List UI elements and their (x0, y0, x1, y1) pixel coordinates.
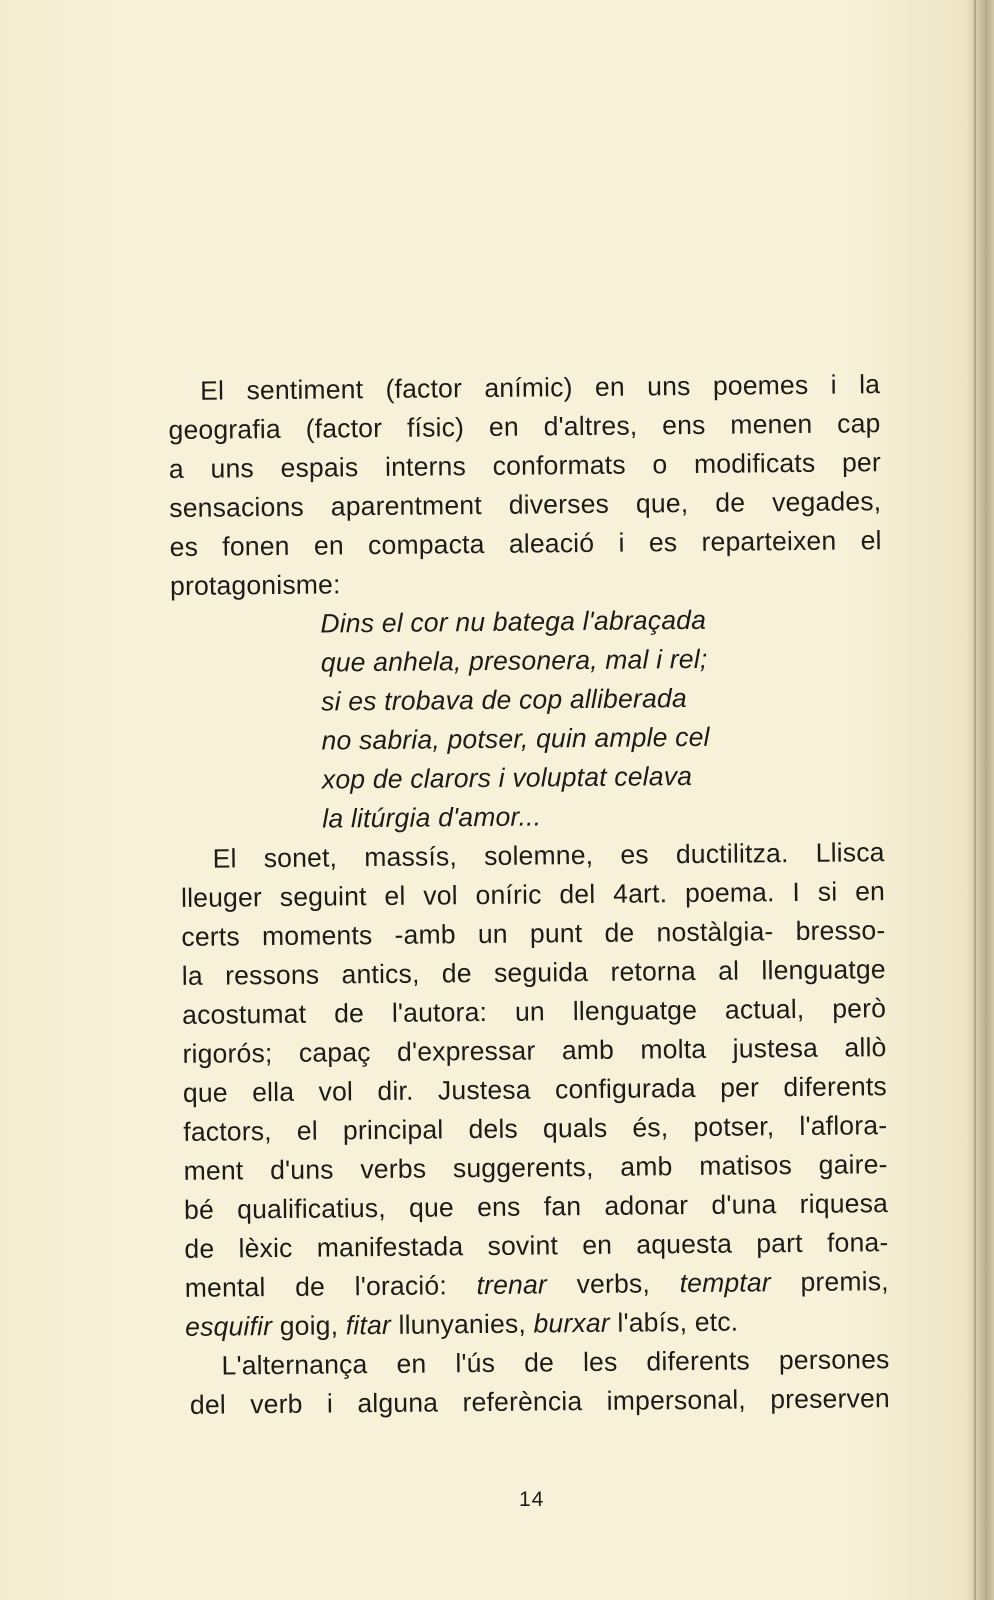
paragraph2-line-6: rigorós; capaç d'expressar amb molta justesa allò (182, 1032, 887, 1069)
verse-line-5: xop de clarors i voluptat celava (321, 760, 693, 795)
paragraph2-line-2: lleuger seguint el vol oníric del 4art. poema. I si en (180, 876, 886, 913)
paragraph2-line-7: que ella vol dir. Justesa configurada per diferents (182, 1071, 888, 1108)
page-edge (968, 0, 994, 1600)
line12-text: mental de l'oració: (184, 1270, 477, 1303)
paragraph2-line-13 (185, 1301, 889, 1347)
paragraph2-line-1: El sonet, massís, solemne, es ductilitza. Llisca (212, 837, 885, 874)
paragraph2-line-4: la ressons antics, de seguida retorna al llenguatge (181, 954, 886, 991)
paragraph3-line-1: L'alternança en l'ús de les diferents persones (221, 1344, 890, 1381)
verse-line-6: la litúrgia d'amor... (322, 801, 542, 834)
page-fold-line (974, 0, 976, 1600)
paragraph1-line-5: es fonen en compacta aleació i es reparteixen el (169, 525, 882, 562)
paragraph-2 (180, 833, 889, 1347)
line12-text-2: verbs, (546, 1268, 680, 1300)
paragraph3-line-2: del verb i alguna referència impersonal, preserven (189, 1383, 891, 1420)
paragraph2-line-10: bé qualificatius, que ens fan adonar d'una riquesa (183, 1188, 889, 1225)
verse-line-2: que anhela, presonera, mal i rel; (320, 643, 708, 678)
word-fitar: fitar (345, 1309, 392, 1341)
line13-text-3: l'abís, etc. (609, 1306, 739, 1338)
line13-text-2: llunyanies, (390, 1308, 534, 1340)
paragraph1-line-1: El sentiment (factor anímic) en uns poemes i la (200, 369, 881, 406)
page-number: 14 (519, 1488, 545, 1511)
paragraph1-line-3: a uns espais interns conformats o modificats per (168, 447, 882, 484)
paragraph1-line-2: geografia (factor físic) en d'altres, ens menen cap (168, 408, 881, 445)
paragraph2-line-8: factors, el principal dels quals és, potser, l'aflora- (183, 1110, 888, 1147)
word-trenar: trenar (476, 1269, 548, 1301)
paragraph1-line-4: sensacions aparentment diverses que, de vegades, (169, 486, 882, 523)
word-esquifir: esquifir (185, 1311, 273, 1342)
line13-text-1: goig, (272, 1310, 346, 1342)
word-temptar: temptar (679, 1267, 772, 1299)
paragraph2-line-11: de lèxic manifestada sovint en aquesta part fona- (184, 1227, 889, 1264)
verse-line-3: si es trobava de cop alliberada (321, 683, 687, 717)
verse-line-1: Dins el cor nu batega l'abraçada (320, 604, 707, 639)
body-text (168, 365, 890, 1425)
verse-line-4: no sabria, potser, quin ample cel (321, 721, 710, 756)
word-burxar: burxar (533, 1307, 610, 1339)
paragraph2-line-5: acostumat de l'autora: un llenguatge actual, però (182, 993, 887, 1030)
paragraph1-line-6: protagonisme: (169, 569, 341, 601)
line12-text-3: premis, (770, 1266, 889, 1298)
paragraph-3 (189, 1340, 890, 1425)
paragraph2-line-12 (185, 1262, 889, 1308)
paragraph2-line-9: ment d'uns verbs suggerents, amb matisos gaire- (183, 1149, 888, 1186)
paragraph2-line-3: certs moments -amb un punt de nostàlgia- bresso- (181, 915, 886, 952)
